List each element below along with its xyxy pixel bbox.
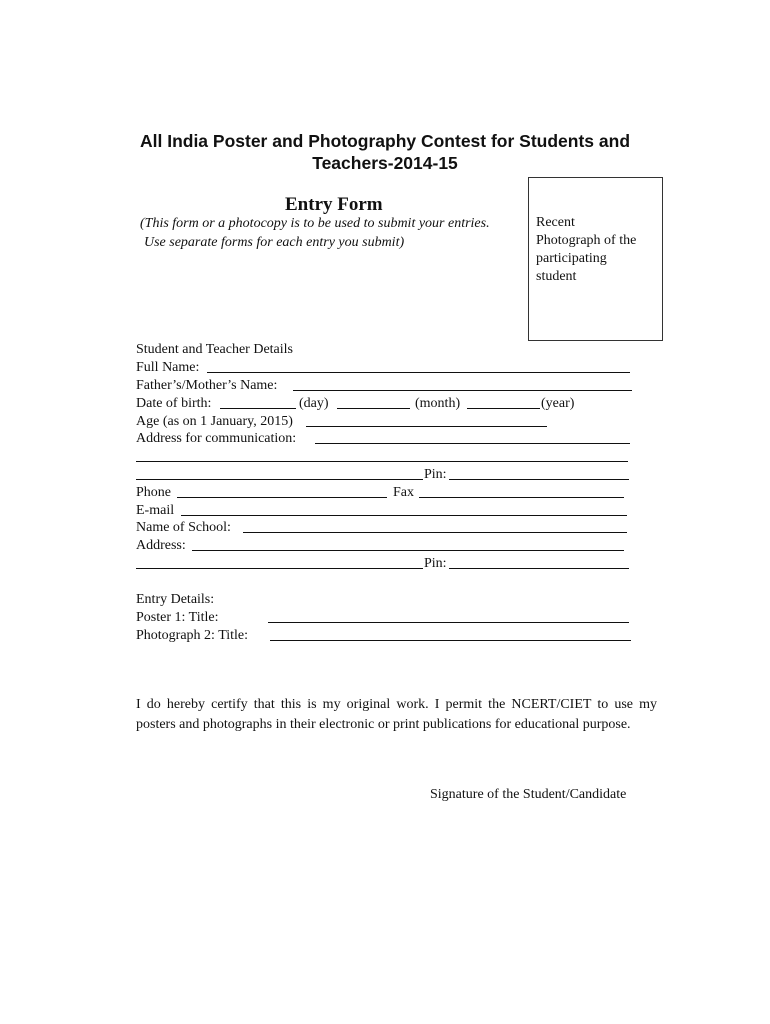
photo-box-text-3: participating [536,251,607,266]
email-field[interactable] [181,515,627,516]
page-title-line2: Teachers-2014-15 [312,153,458,173]
entry-details-heading: Entry Details: [136,592,215,607]
email-label: E-mail [136,503,175,518]
school-address-label: Address: [136,538,186,553]
address-comm-label: Address for communication: [136,431,297,446]
page-title-line1: All India Poster and Photography Contest for Students and [139,131,631,151]
details-heading: Student and Teacher Details [136,342,293,357]
dob-year-label: (year) [541,396,575,411]
poster-title-field[interactable] [268,622,629,623]
photo-box-text-2: Photograph of the [536,233,637,248]
full-name-field[interactable] [207,372,630,373]
age-label: Age (as on 1 January, 2015) [136,414,293,429]
photo-box[interactable] [528,177,663,341]
signature-label: Signature of the Student/Candidate [430,787,627,802]
pin-label-1: Pin: [424,467,447,482]
school-name-field[interactable] [243,532,627,533]
parent-name-label: Father’s/Mother’s Name: [136,378,278,393]
address-comm-field-2[interactable] [136,461,628,462]
certification-text: I do hereby certify that this is my original work. I permit the NCERT/CIET to use my posters and photographs in their electronic or print publications for educational purpose. [136,697,657,732]
school-address-field-1[interactable] [192,550,624,551]
parent-name-field[interactable] [293,390,632,391]
fax-label: Fax [393,485,414,500]
dob-day-label: (day) [299,396,329,411]
phone-label: Phone [136,485,171,500]
phone-field[interactable] [177,497,387,498]
photo-box-text-1: Recent [536,215,575,230]
school-address-field-2[interactable] [136,568,423,569]
poster-title-label: Poster 1: Title: [136,610,219,625]
dob-month-field[interactable] [337,408,410,409]
dob-month-label: (month) [415,396,461,411]
dob-day-field[interactable] [220,408,296,409]
school-name-label: Name of School: [136,520,231,535]
full-name-label: Full Name: [136,360,200,375]
form-title: Entry Form [285,194,383,215]
fax-field[interactable] [419,497,624,498]
age-field[interactable] [306,426,547,427]
pin-field-1[interactable] [449,479,629,480]
dob-year-field[interactable] [467,408,540,409]
pin-field-2[interactable] [449,568,629,569]
form-note-line1: (This form or a photocopy is to be used to submit your entries. [140,216,490,231]
address-comm-field-1[interactable] [315,443,630,444]
photo-box-text-4: student [536,269,577,284]
photograph-title-field[interactable] [270,640,631,641]
dob-label: Date of birth: [136,396,212,411]
address-comm-field-3[interactable] [136,479,423,480]
form-note-line2: Use separate forms for each entry you submit) [144,235,405,250]
pin-label-2: Pin: [424,556,447,571]
photograph-title-label: Photograph 2: Title: [136,628,249,643]
